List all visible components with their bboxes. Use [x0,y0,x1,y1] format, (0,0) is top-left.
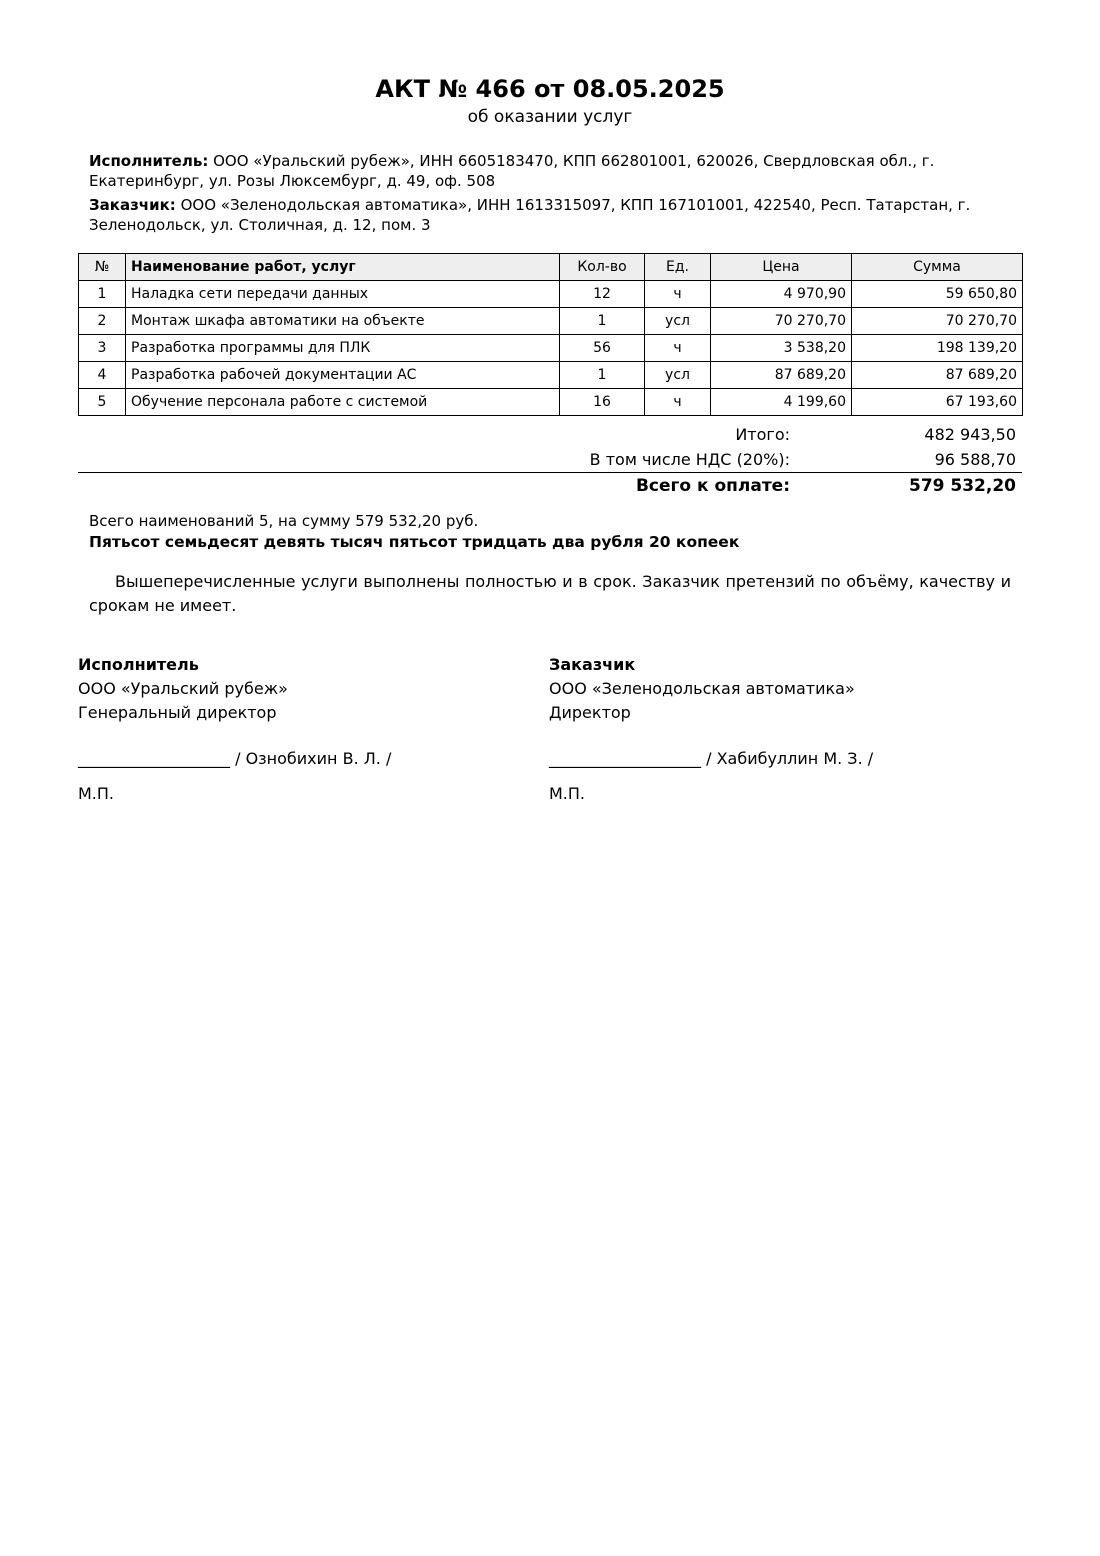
services-table [78,253,1023,416]
customer-sign-head: Заказчик [549,655,636,674]
row-number: 5 [79,389,126,416]
header-unit: Ед. [645,254,711,281]
row-price: 3 538,20 [711,335,852,362]
vat-row [78,447,1022,472]
row-name: Разработка программы для ПЛК [126,335,560,362]
grand-total-label: Всего к оплате: [635,476,790,496]
row-price: 87 689,20 [711,362,852,389]
row-unit: усл [645,362,711,389]
row-quantity: 16 [560,389,645,416]
row-number: 1 [79,281,126,308]
executor-stamp-place: М.П. [78,784,115,803]
grand-total-row [78,472,1022,499]
row-unit: усл [645,308,711,335]
row-quantity: 1 [560,308,645,335]
header-sum: Сумма [852,254,1023,281]
executor-sign-line: ___________________ / Ознобихин В. Л. / [78,749,392,768]
customer-sign-org: ООО «Зеленодольская автоматика» [549,679,855,698]
row-name: Наладка сети передачи данных [126,281,560,308]
completion-note: Вышеперечисленные услуги выполнены полностью и в срок. Заказчик претензий по объёму, качеству и срокам не имеет. [89,572,1011,615]
table-row [79,335,1023,362]
table-row [79,281,1023,308]
row-number: 2 [79,308,126,335]
header-price: Цена [711,254,852,281]
row-name: Монтаж шкафа автоматики на объекте [126,308,560,335]
row-price: 70 270,70 [711,308,852,335]
customer-details [78,195,1022,235]
row-unit: ч [645,389,711,416]
executor-text: ООО «Уральский рубеж», ИНН 6605183470, КПП 662801001, 620026, Свердловская обл., г. Екатеринбург, ул. Розы Люксембург, д. 49, оф. 508 [89,152,935,190]
executor-sign-org: ООО «Уральский рубеж» [78,679,288,698]
subtotal-value: 482 943,50 [924,425,1016,444]
row-unit: ч [645,335,711,362]
row-sum: 67 193,60 [852,389,1023,416]
table-header-row [79,254,1023,281]
header-name: Наименование работ, услуг [126,254,560,281]
row-sum: 87 689,20 [852,362,1023,389]
executor-signature [78,653,549,806]
row-price: 4 199,60 [711,389,852,416]
customer-signature [549,653,1020,806]
row-unit: ч [645,281,711,308]
row-price: 4 970,90 [711,281,852,308]
grand-total-value: 579 532,20 [908,476,1016,496]
row-number: 4 [79,362,126,389]
amount-in-words: Пятьсот семьдесят девять тысяч пятьсот тридцать два рубля 20 копеек [89,533,740,551]
subtotal-label: Итого: [735,425,790,444]
customer-text: ООО «Зеленодольская автоматика», ИНН 1613315097, КПП 167101001, 422540, Респ. Татарстан, г. Зеленодольск, ул. Столичная, д. 12, пом. 3 [89,196,971,234]
header-number: № [79,254,126,281]
row-quantity: 12 [560,281,645,308]
executor-sign-position: Генеральный директор [78,703,277,722]
executor-details [78,151,1022,191]
items-count-line: Всего наименований 5, на сумму 579 532,20 руб. [89,512,479,530]
row-quantity: 56 [560,335,645,362]
row-name: Обучение персонала работе с системой [126,389,560,416]
summary-block [78,511,1022,553]
row-number: 3 [79,335,126,362]
act-document [78,74,1022,806]
customer-sign-position: Директор [549,703,631,722]
customer-label: Заказчик: [89,196,176,214]
row-sum: 59 650,80 [852,281,1023,308]
executor-label: Исполнитель: [89,152,209,170]
signatures-block [78,653,1022,806]
row-name: Разработка рабочей документации АС [126,362,560,389]
document-subtitle: об оказании услуг [467,107,633,127]
row-quantity: 1 [560,362,645,389]
vat-value: 96 588,70 [934,450,1016,469]
vat-label: В том числе НДС (20%): [589,450,790,469]
table-row [79,308,1023,335]
table-row [79,362,1023,389]
executor-sign-head: Исполнитель [78,655,199,674]
customer-stamp-place: М.П. [549,784,586,803]
row-sum: 70 270,70 [852,308,1023,335]
row-sum: 198 139,20 [852,335,1023,362]
document-title: АКТ № 466 от 08.05.2025 [375,75,725,103]
header-quantity: Кол-во [560,254,645,281]
customer-sign-line: ___________________ / Хабибуллин М. З. / [549,749,874,768]
subtotal-row [78,422,1022,447]
totals-block [78,422,1022,499]
table-row [79,389,1023,416]
